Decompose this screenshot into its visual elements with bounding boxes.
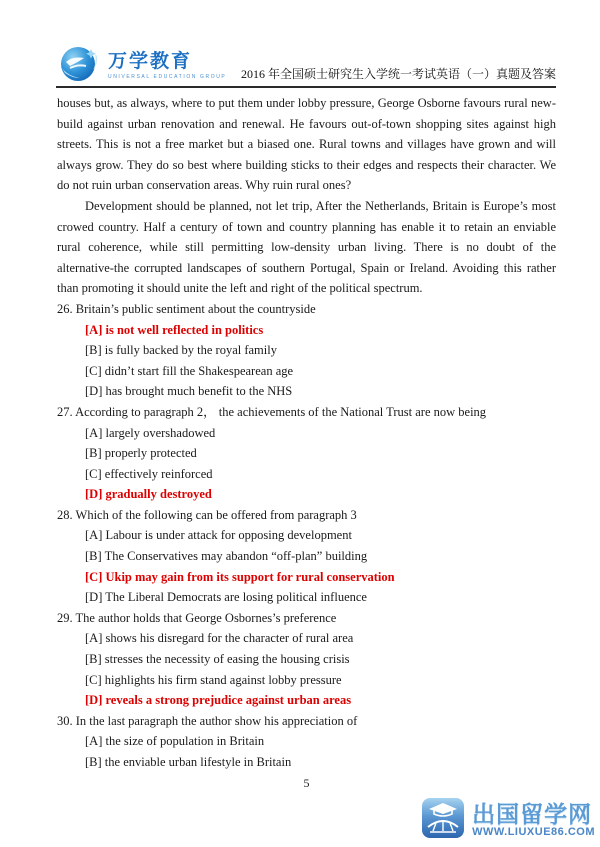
option-text: effectively reinforced xyxy=(104,466,213,481)
option-a xyxy=(57,423,556,444)
option-label: [C] xyxy=(85,569,103,584)
question-26 xyxy=(57,299,556,402)
option-label: [C] xyxy=(85,672,102,687)
option-b xyxy=(57,546,556,567)
question-stem-text: Which of the following can be offered from paragraph 3 xyxy=(75,507,357,522)
option-label: [D] xyxy=(85,384,103,399)
question-stem xyxy=(57,505,556,526)
option-label: [D] xyxy=(85,590,103,605)
option-text: is fully backed by the royal family xyxy=(104,343,277,358)
question-stem xyxy=(57,402,556,423)
option-label: [A] xyxy=(85,734,103,749)
question-stem-text: In the last paragraph the author show his appreciation of xyxy=(75,713,358,728)
question-29 xyxy=(57,608,556,711)
question-28 xyxy=(57,505,556,608)
option-c xyxy=(57,567,556,588)
question-stem-text: According to paragraph 2， the achievements of the National Trust are now being xyxy=(75,404,487,419)
question-stem xyxy=(57,299,556,320)
option-a xyxy=(57,731,556,752)
passage-paragraph-1: houses but, as always, where to put them under lobby pressure, George Osborne favours rural new-build against urban renovation and renewal. He favours out-of-town shopping sites against high streets. This is not a free market but a biased one. Rural towns and villages have grown and will always grow. They do so best where building sticks to their edges and respects their character. We do not ruin urban conservation areas. Why ruin rural ones? xyxy=(57,96,556,193)
option-label: [C] xyxy=(85,363,102,378)
wanxue-brand-name: 万学教育 xyxy=(108,50,193,72)
watermark-site-name: 出国留学网 xyxy=(472,801,593,827)
option-label: [A] xyxy=(85,631,103,646)
option-text: highlights his firm stand against lobby pressure xyxy=(104,672,342,687)
option-c xyxy=(57,361,556,382)
option-b xyxy=(57,443,556,464)
liuxue86-watermark xyxy=(421,797,595,844)
document-title: 2016 年全国硕士研究生入学统一考试英语（一）真题及答案 xyxy=(240,67,556,81)
option-text: Ukip may gain from its support for rural conservation xyxy=(105,569,395,584)
question-30 xyxy=(57,711,556,773)
option-d xyxy=(57,690,556,711)
watermark-site-url: WWW.LIUXUE86.COM xyxy=(472,826,595,838)
option-text: didn’t start fill the Shakespearean age xyxy=(104,363,294,378)
option-text: largely overshadowed xyxy=(105,425,216,440)
wanxue-logo xyxy=(58,40,226,91)
wanxue-brand-tagline: UNIVERSAL EDUCATION GROUP xyxy=(108,73,227,80)
page-header xyxy=(56,40,556,88)
question-stem-text: The author holds that George Osbornes’s preference xyxy=(75,610,337,625)
option-b xyxy=(57,752,556,773)
wanxue-logo-text xyxy=(108,52,226,80)
option-text: The Conservatives may abandon “off-plan” building xyxy=(104,549,368,564)
option-a xyxy=(57,525,556,546)
option-c xyxy=(57,670,556,691)
option-d xyxy=(57,381,556,402)
question-number: 28. xyxy=(57,507,73,522)
watermark-text xyxy=(472,803,595,838)
question-stem xyxy=(57,608,556,629)
option-text: stresses the necessity of easing the housing crisis xyxy=(104,652,350,667)
option-label: [B] xyxy=(85,446,102,461)
option-b xyxy=(57,649,556,670)
option-text: reveals a strong prejudice against urban areas xyxy=(105,693,352,708)
option-label: [C] xyxy=(85,466,102,481)
option-text: Labour is under attack for opposing development xyxy=(105,528,352,543)
passage-paragraph-2: Development should be planned, not let trip, After the Netherlands, Britain is Europe’s most crowed country. Half a century of town and country planning has enable it to retain an enviable rural coherence, while still permitting low-density urban living. There is no doubt of the alternative-the corrupted landscapes of southern Portugal, Spain or Ireland. Avoiding this rather than promoting it should unite the left and right of the political spectrum. xyxy=(57,198,556,296)
option-text: is not well reflected in politics xyxy=(105,322,264,337)
question-stem-text: Britain’s public sentiment about the countryside xyxy=(75,301,316,316)
option-text: The Liberal Democrats are losing political influence xyxy=(105,590,367,605)
option-text: properly protected xyxy=(104,446,197,461)
question-27 xyxy=(57,402,556,505)
question-number: 30. xyxy=(57,713,73,728)
option-d xyxy=(57,484,556,505)
question-stem xyxy=(57,711,556,732)
option-label: [B] xyxy=(85,652,102,667)
option-label: [B] xyxy=(85,343,102,358)
option-b xyxy=(57,340,556,361)
option-text: the enviable urban lifestyle in Britain xyxy=(104,755,292,769)
option-text: has brought much benefit to the NHS xyxy=(105,384,293,399)
option-text: shows his disregard for the character of rural area xyxy=(105,631,354,646)
option-label: [A] xyxy=(85,425,103,440)
option-label: [A] xyxy=(85,322,103,337)
option-a xyxy=(57,628,556,649)
page-number: 5 xyxy=(303,775,310,790)
question-number: 29. xyxy=(57,610,73,625)
option-d xyxy=(57,587,556,608)
question-number: 27. xyxy=(57,404,73,419)
graduation-cap-icon xyxy=(421,797,465,844)
option-label: [D] xyxy=(85,693,103,708)
wanxue-globe-icon xyxy=(58,40,102,91)
option-c xyxy=(57,464,556,485)
option-label: [D] xyxy=(85,487,103,502)
option-label: [A] xyxy=(85,528,103,543)
passage-and-questions xyxy=(57,93,556,793)
option-text: gradually destroyed xyxy=(105,487,212,502)
option-a xyxy=(57,320,556,341)
question-number: 26. xyxy=(57,301,73,316)
option-text: the size of population in Britain xyxy=(105,734,265,749)
option-label: [B] xyxy=(85,755,102,769)
option-label: [B] xyxy=(85,549,102,564)
